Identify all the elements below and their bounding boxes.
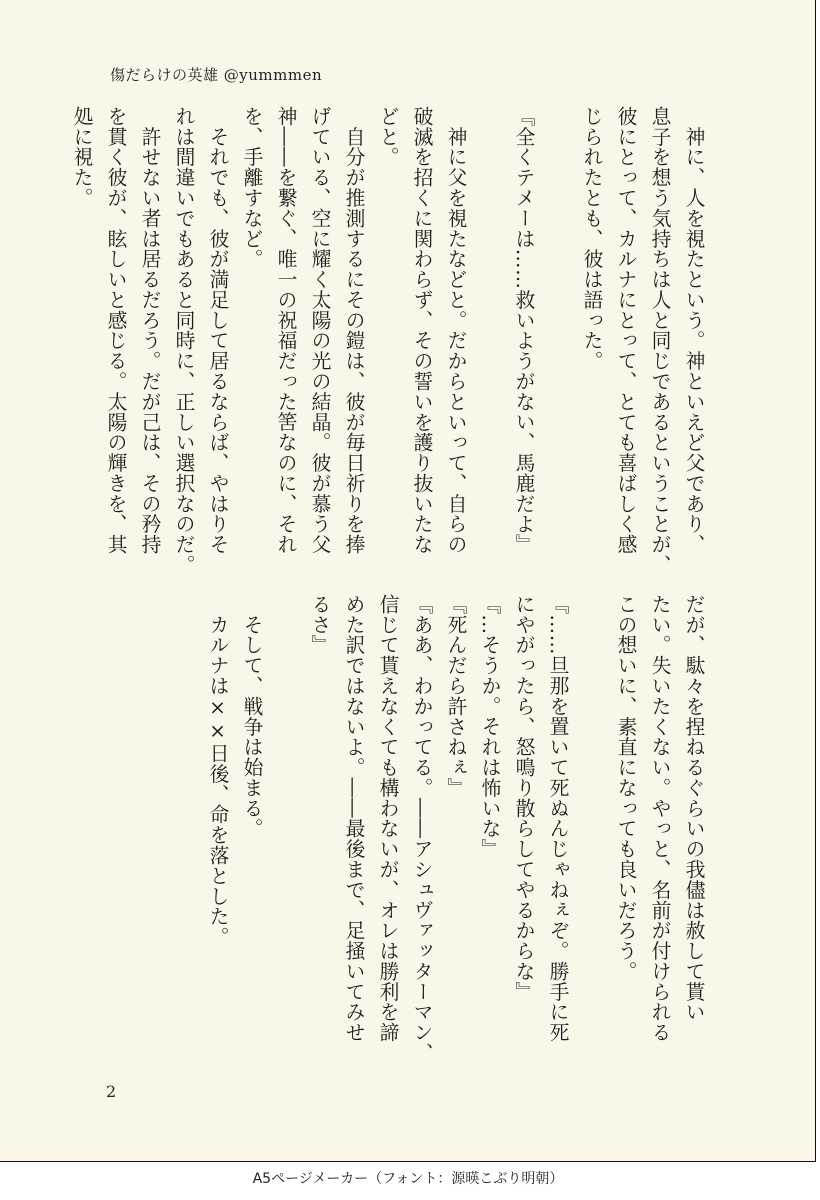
text-column: じられたとも、彼は語った。: [580, 106, 603, 372]
text-column: めた訳ではないよ。――最後まで、足掻いてみせ: [342, 594, 365, 1043]
text-column: 信じて貰えなくても構わないが、オレは勝利を諦: [376, 594, 399, 1043]
text-column: この想いに、素直になっても良いだろう。: [614, 594, 637, 982]
text-column: 処に視た。: [70, 106, 93, 208]
text-column: 『……旦那を置いて死ぬんじゃねぇぞ。勝手に死: [546, 594, 569, 1043]
text-column: にやがったら、怒鳴り散らしてやるからな』: [512, 594, 535, 1002]
text-column: [472, 106, 506, 566]
text-column: 神に父を視たなどと。だからといって、自らの: [444, 106, 467, 555]
text-column: どと。: [376, 106, 399, 168]
text-column: 彼にとって、カルナにとって、とても喜ばしく感: [614, 106, 637, 555]
text-column: 『ああ、わかってる。――アシュヴァッターマン、: [410, 594, 433, 1063]
text-column: れは間違いでもあると同時に、正しい選択なのだ。: [172, 106, 195, 575]
text-column: を貫く彼が、眩しいと感じる。太陽の輝きを、其: [104, 106, 127, 555]
text-column: 神に、人を視たという。神といえど父であり、: [682, 106, 705, 555]
text-column: たい。失いたくない。やっと、名前が付けられる: [648, 594, 671, 1043]
text-column: それでも、彼が満足して居るならば、やはりそ: [206, 106, 229, 555]
text-column: 『死んだら許さねぇ』: [444, 594, 467, 798]
page-header: 傷だらけの英雄 @yummmen: [110, 66, 323, 84]
text-column: 『全くテメーは……救いようがない、馬鹿だよ』: [512, 106, 535, 555]
text-column: るさ』: [308, 594, 331, 656]
text-column: を、手離すなど。: [240, 106, 263, 270]
text-column: 許せない者は居るだろう。だが己は、その矜持: [138, 106, 161, 555]
text-column: 自分が推測するにその鎧は、彼が毎日祈りを捧: [342, 106, 365, 555]
text-column: 神――を繋ぐ、唯一の祝福だった筈なのに、それ: [274, 106, 297, 555]
text-column: 破滅を招くに関わらず、その誓いを護り抜いたな: [410, 106, 433, 555]
text-column: 息子を想う気持ちは人と同じであるということが、: [648, 106, 671, 575]
text-column: 『…そうか。それは怖いな』: [478, 594, 501, 860]
page-number: 2: [106, 1082, 117, 1101]
footer-credit: A5ページメーカー（フォント：源暎こぶり明朝）: [252, 1171, 564, 1187]
text-column: [574, 594, 608, 1066]
text-column: げている、空に耀く太陽の光の結晶。彼が慕う父: [308, 106, 331, 555]
text-column: そして、戦争は始まる。: [240, 594, 263, 839]
text-column: カルナは××日後、命を落とした。: [206, 594, 229, 948]
vertical-body-text: [70, 106, 710, 1066]
text-column: だが、駄々を捏ねるぐらいの我儘は赦して貰い: [682, 594, 705, 1023]
text-column: [540, 106, 574, 566]
text-column: [268, 594, 302, 1066]
